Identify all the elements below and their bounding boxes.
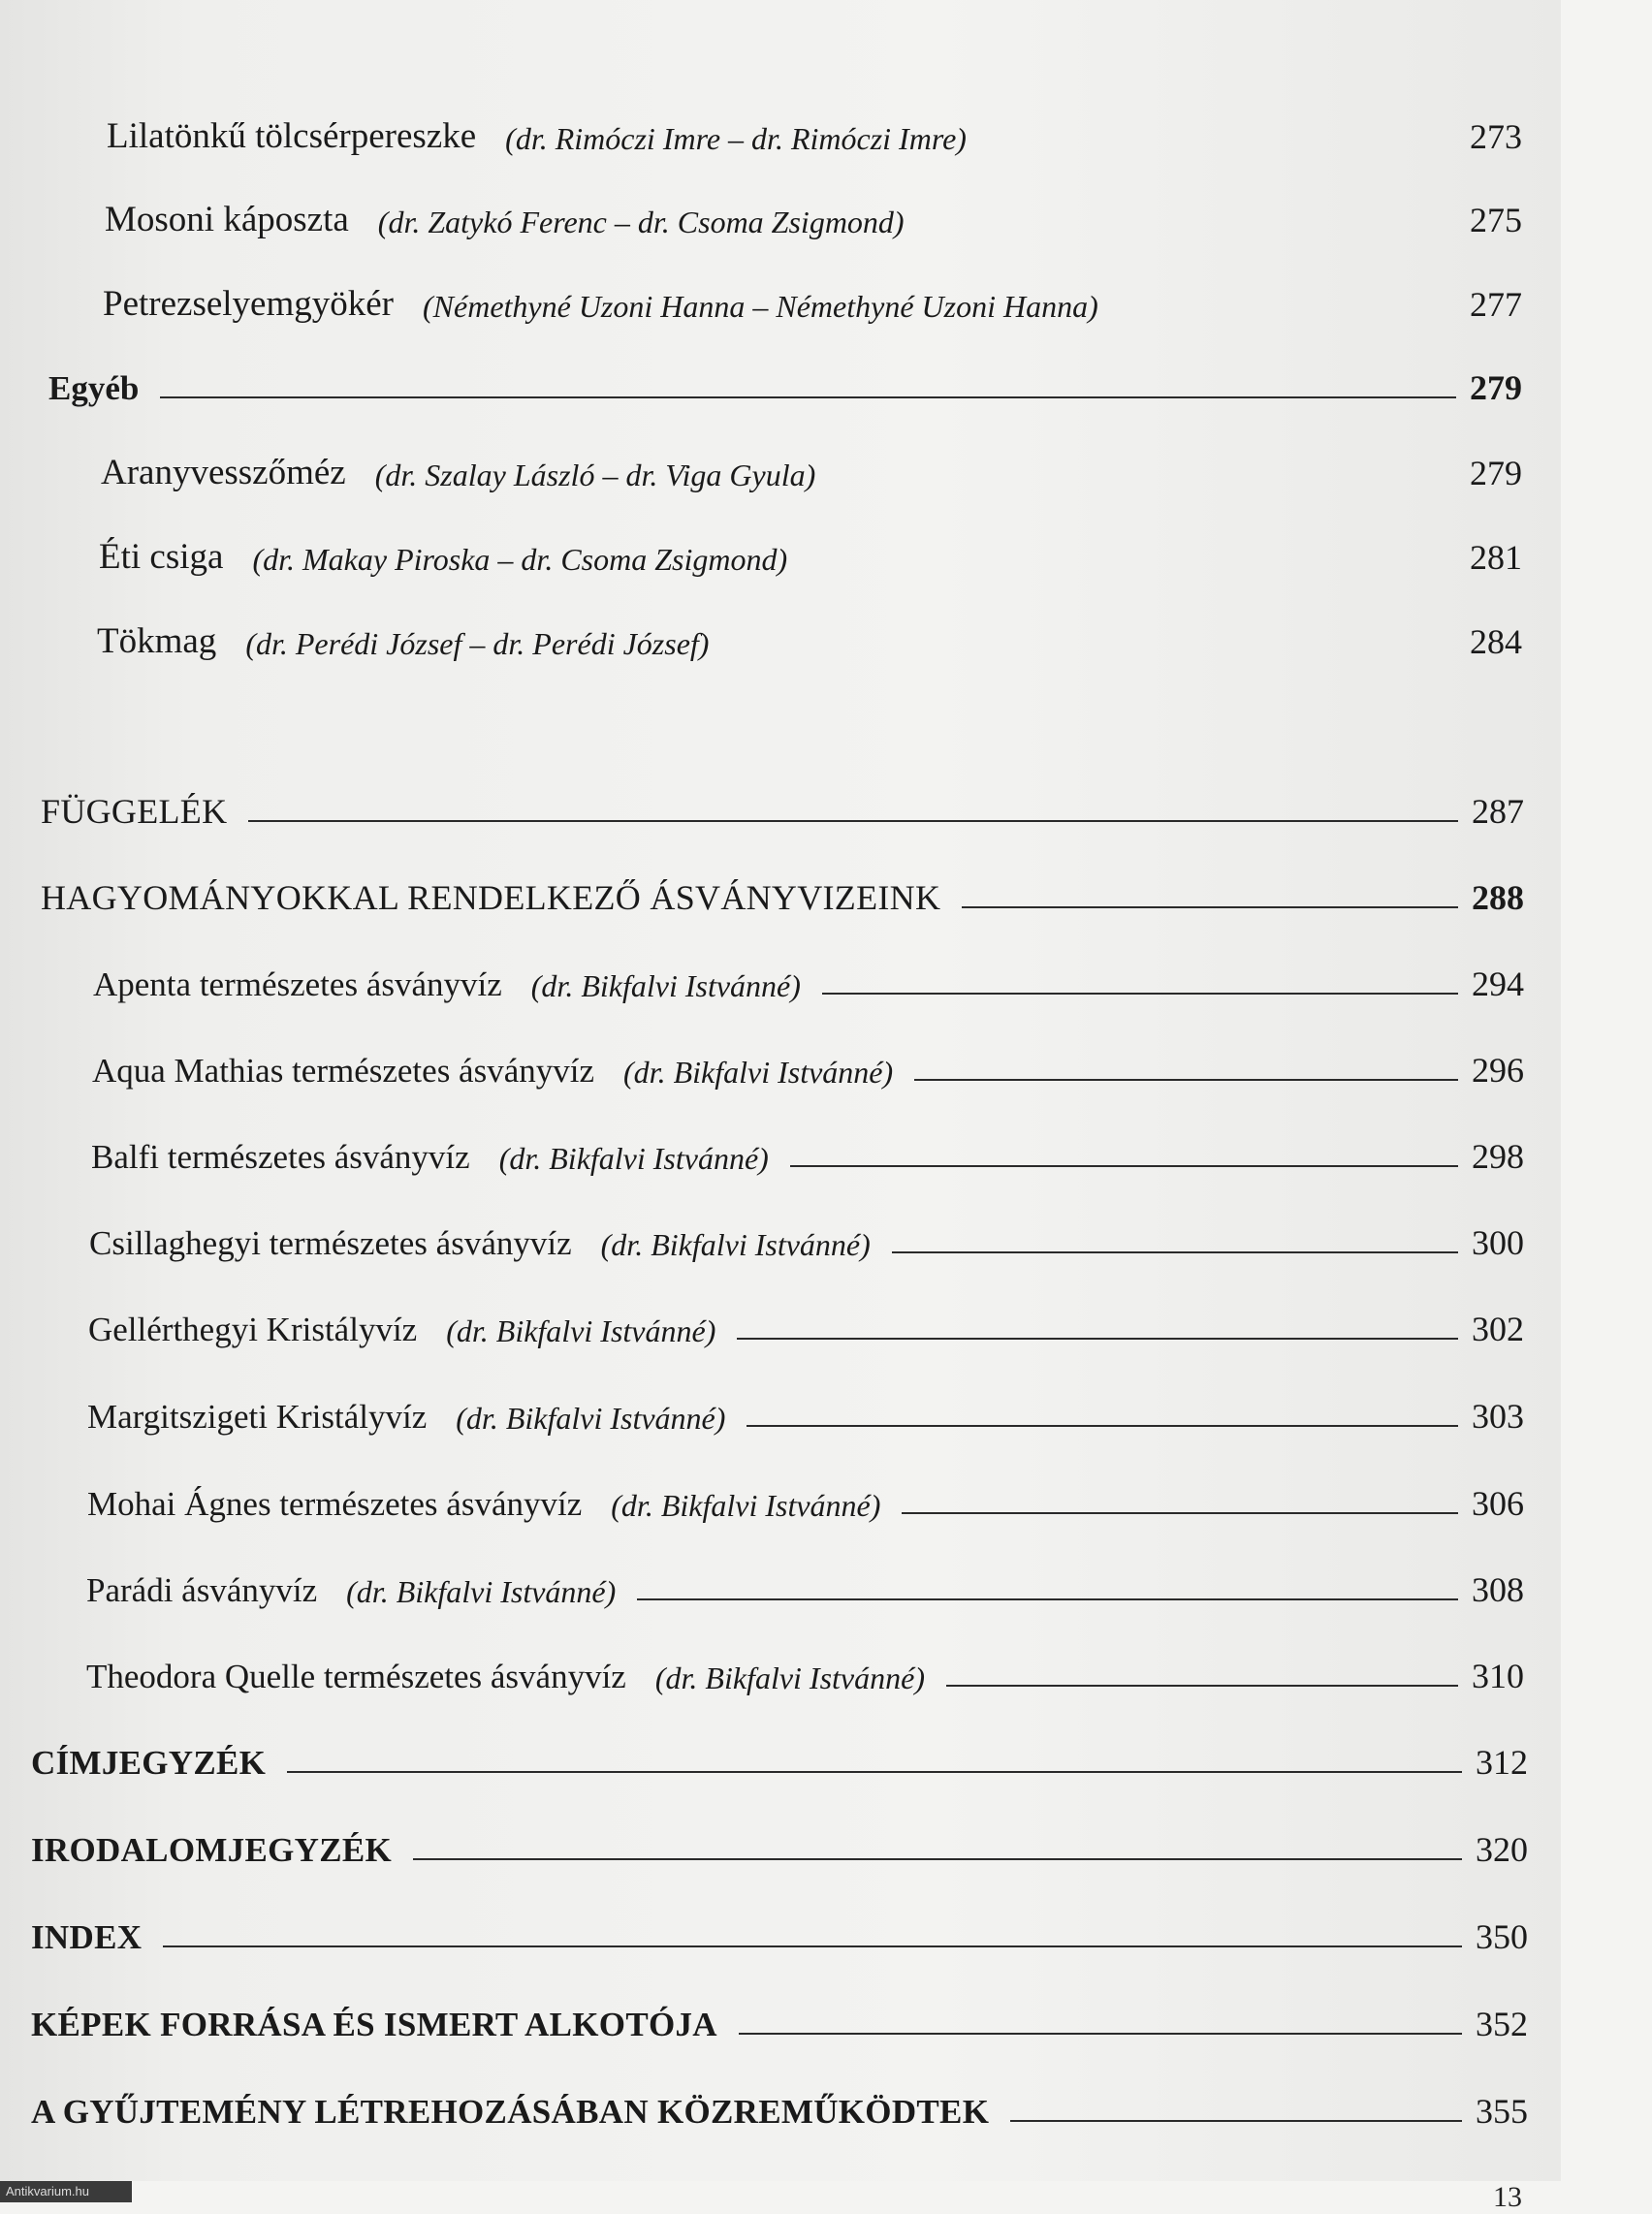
entry-title: Apenta természetes ásványvíz xyxy=(93,965,502,1003)
dot-leader xyxy=(163,1945,1462,1947)
entry-page: 303 xyxy=(1472,1397,1524,1436)
entry-author: (dr. Bikfalvi Istvánné) xyxy=(654,1660,925,1695)
entry-title: Éti csiga xyxy=(99,537,224,577)
entry-page: 352 xyxy=(1476,2005,1528,2043)
entry-author: (dr. Zatykó Ferenc – dr. Csoma Zsigmond) xyxy=(377,205,905,239)
watermark: Antikvarium.hu xyxy=(0,2181,132,2202)
entry-page: 308 xyxy=(1472,1570,1524,1609)
dot-leader xyxy=(737,1338,1458,1340)
dot-leader xyxy=(822,993,1458,995)
entry-page: 302 xyxy=(1472,1310,1524,1348)
dot-leader xyxy=(747,1425,1458,1427)
entry-title: Mosoni káposzta xyxy=(105,200,349,239)
entry-page: 279 xyxy=(1470,368,1522,407)
entry-title: Petrezselyemgyökér xyxy=(103,284,394,324)
toc-entry xyxy=(97,614,1522,662)
entry-page: 300 xyxy=(1472,1223,1524,1262)
toc-chapter xyxy=(31,1909,1528,1957)
toc-entry xyxy=(93,956,1524,1004)
entry-page: 298 xyxy=(1472,1137,1524,1176)
entry-title: KÉPEK FORRÁSA ÉS ISMERT ALKOTÓJA xyxy=(31,2006,717,2043)
dot-leader xyxy=(914,1079,1458,1081)
entry-title: CÍMJEGYZÉK xyxy=(31,1744,267,1782)
toc-entry xyxy=(87,1475,1524,1524)
toc-entry xyxy=(99,529,1522,578)
dot-leader xyxy=(790,1165,1458,1167)
entry-title: A GYŰJTEMÉNY LÉTREHOZÁSÁBAN KÖZREMŰKÖDTEK xyxy=(31,2093,990,2131)
entry-author: (dr. Bikfalvi Istvánné) xyxy=(346,1574,617,1609)
toc-entry xyxy=(105,192,1522,240)
entry-title: Egyéb xyxy=(48,369,140,407)
dot-leader xyxy=(962,906,1458,908)
entry-author: (dr. Szalay László – dr. Viga Gyula) xyxy=(374,458,816,492)
dot-leader xyxy=(902,1512,1458,1514)
entry-author: (Némethyné Uzoni Hanna – Némethyné Uzoni Hanna) xyxy=(423,289,1098,324)
entry-title: Gellérthegyi Kristályvíz xyxy=(88,1311,418,1348)
dot-leader xyxy=(946,1685,1458,1687)
entry-author: (dr. Makay Piroska – dr. Csoma Zsigmond) xyxy=(252,542,788,577)
toc-chapter xyxy=(41,870,1524,918)
entry-title: FÜGGELÉK xyxy=(41,792,228,831)
entry-author: (dr. Bikfalvi Istvánné) xyxy=(611,1488,881,1523)
entry-page: 284 xyxy=(1470,622,1522,661)
entry-author: (dr. Bikfalvi Istvánné) xyxy=(600,1227,871,1262)
entry-title: IRODALOMJEGYZÉK xyxy=(31,1831,393,1869)
dot-leader xyxy=(739,2033,1462,2035)
entry-page: 273 xyxy=(1470,117,1522,156)
entry-page: 287 xyxy=(1472,792,1524,831)
dot-leader xyxy=(160,396,1456,398)
entry-author: (dr. Bikfalvi Istvánné) xyxy=(623,1055,894,1090)
toc-section xyxy=(48,360,1522,408)
toc-entry xyxy=(86,1648,1524,1696)
dot-leader xyxy=(892,1251,1458,1253)
toc-entry xyxy=(86,1562,1524,1610)
entry-page: 310 xyxy=(1472,1657,1524,1695)
entry-page: 294 xyxy=(1472,965,1524,1003)
entry-title: Lilatönkű tölcsérpereszke xyxy=(107,116,477,156)
dot-leader xyxy=(637,1598,1458,1600)
dot-leader xyxy=(248,820,1458,822)
entry-page: 281 xyxy=(1470,538,1522,577)
dot-leader xyxy=(287,1771,1462,1773)
entry-page: 306 xyxy=(1472,1484,1524,1523)
entry-page: 277 xyxy=(1470,285,1522,324)
entry-title: Parádi ásványvíz xyxy=(86,1571,318,1609)
toc-entry xyxy=(103,276,1522,325)
entry-author: (dr. Bikfalvi Istvánné) xyxy=(530,968,801,1003)
entry-title: Csillaghegyi természetes ásványvíz xyxy=(89,1224,572,1262)
entry-author: (dr. Rimóczi Imre – dr. Rimóczi Imre) xyxy=(505,121,967,156)
toc-entry xyxy=(87,1388,1524,1437)
entry-page: 279 xyxy=(1470,454,1522,492)
entry-page: 350 xyxy=(1476,1917,1528,1956)
entry-author: (dr. Bikfalvi Istvánné) xyxy=(446,1313,716,1348)
entry-title: Balfi természetes ásványvíz xyxy=(91,1138,470,1176)
entry-page: 296 xyxy=(1472,1051,1524,1090)
dot-leader xyxy=(1010,2120,1462,2122)
entry-author: (dr. Bikfalvi Istvánné) xyxy=(498,1141,769,1176)
entry-page: 275 xyxy=(1470,201,1522,239)
entry-title: INDEX xyxy=(31,1918,143,1956)
entry-author: (dr. Bikfalvi Istvánné) xyxy=(456,1401,726,1436)
entry-author: (dr. Perédi József – dr. Perédi József) xyxy=(245,626,710,661)
entry-title: Tökmag xyxy=(97,621,217,661)
entry-page: 312 xyxy=(1476,1743,1528,1782)
toc-entry xyxy=(88,1301,1524,1349)
entry-title: Margitszigeti Kristályvíz xyxy=(87,1398,428,1436)
toc-entry xyxy=(92,1042,1524,1091)
toc-entry xyxy=(101,445,1522,493)
toc-chapter xyxy=(31,1734,1528,1783)
toc-chapter xyxy=(41,783,1524,832)
entry-title: HAGYOMÁNYOKKAL RENDELKEZŐ ÁSVÁNYVIZEINK xyxy=(41,878,941,917)
toc-entry xyxy=(91,1128,1524,1177)
dot-leader xyxy=(413,1858,1462,1860)
entry-page: 355 xyxy=(1476,2092,1528,2131)
toc-entry xyxy=(107,109,1522,157)
entry-page: 288 xyxy=(1472,878,1524,917)
entry-title: Aqua Mathias természetes ásványvíz xyxy=(92,1052,595,1090)
toc-chapter xyxy=(31,1821,1528,1870)
entry-title: Aranyvesszőméz xyxy=(101,453,346,492)
entry-title: Theodora Quelle természetes ásványvíz xyxy=(86,1658,626,1695)
toc-chapter xyxy=(31,1996,1528,2044)
toc-entry xyxy=(89,1215,1524,1263)
entry-page: 320 xyxy=(1476,1830,1528,1869)
entry-title: Mohai Ágnes természetes ásványvíz xyxy=(87,1485,583,1523)
page-number-corner: 13 xyxy=(1493,2181,1522,2213)
toc-chapter xyxy=(31,2083,1528,2132)
